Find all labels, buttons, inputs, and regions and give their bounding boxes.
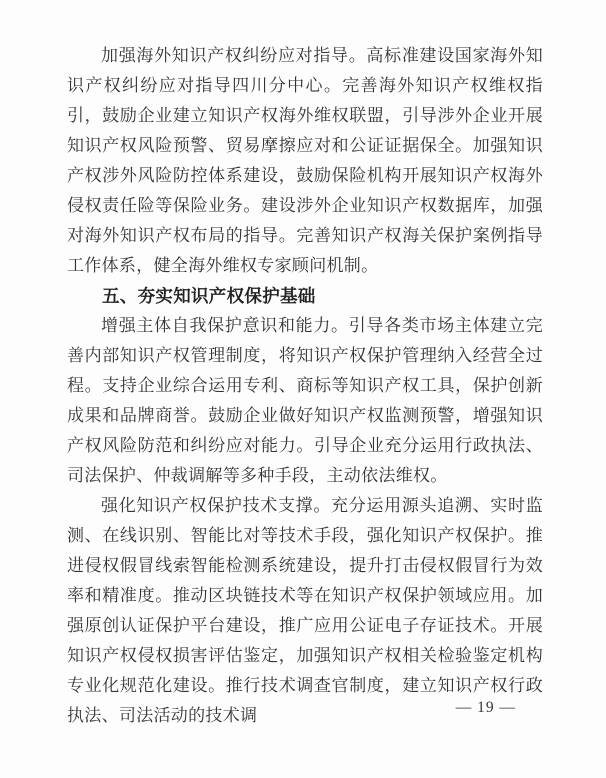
paragraph-technical-support: 强化知识产权保护技术支撑。充分运用源头追溯、实时监测、在线识别、智能比对等技术手段，强化知识产权保护。推进侵权假冒线索智能检测系统建设，提升打击侵权假冒行为效率和精准度。推动区块链技术等在知识产权保护领域应用。加强原创认证保护平台建设，推广应用公证电子存证技术。开展知识产权侵权损害评估鉴定，加强知识产权相关检验鉴定机构专业化规范化建设。推行技术调查官制度，建立知识产权行政执法、司法活动的技术调 — [67, 496, 543, 725]
page-number: — 19 — — [455, 699, 516, 716]
paragraph-self-protection-awareness: 增强主体自我保护意识和能力。引导各类市场主体建立完善内部知识产权管理制度，将知识产权保护管理纳入经营全过程。支持企业综合运用专利、商标等知识产权工具，保护创新成果和品牌商誉。鼓励企业做好知识产权监测预警，增强知识产权风险防范和纠纷应对能力。引导企业充分运用行政执法、司法保护、仲裁调解等多种手段，主动依法维权。 — [67, 316, 543, 485]
document-body — [67, 41, 543, 731]
section-heading-strengthen-ip-protection-foundation: 五、夯实知识产权保护基础 — [102, 286, 316, 306]
paragraph-overseas-ip-dispute-guidance: 加强海外知识产权纠纷应对指导。高标准建设国家海外知识产权纠纷应对指导四川分中心。完善海外知识产权维权指引，鼓励企业建立知识产权海外维权联盟，引导涉外企业开展知识产权风险预警、贸易摩擦应对和公证证据保全。加强知识产权涉外风险防控体系建设，鼓励保险机构开展知识产权海外侵权责任险等保险业务。建设涉外企业知识产权数据库，加强对海外知识产权布局的指导。完善知识产权海关保护案例指导工作体系，健全海外维权专家顾问机制。 — [67, 46, 543, 275]
